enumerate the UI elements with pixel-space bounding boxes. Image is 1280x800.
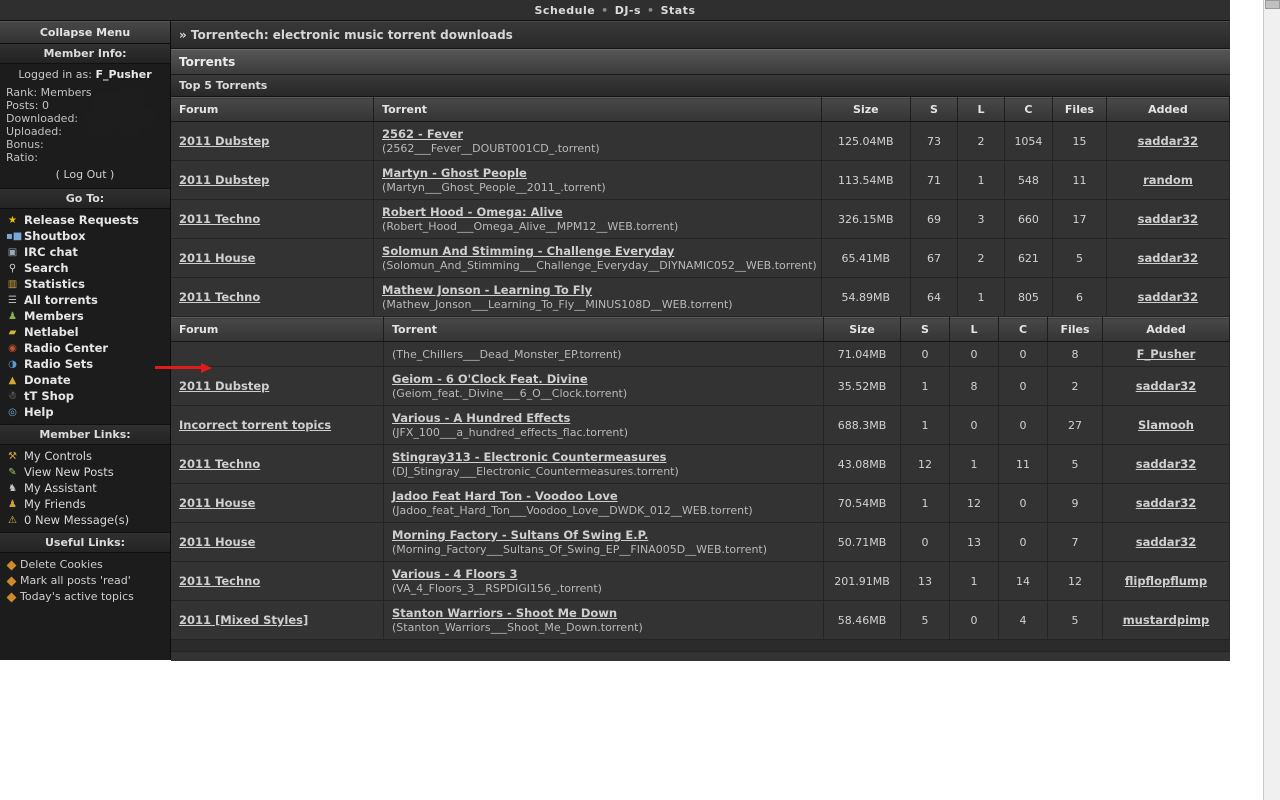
- forum-link[interactable]: 2011 [Mixed Styles]: [179, 613, 309, 627]
- forum-link[interactable]: 2011 Dubstep: [179, 134, 270, 148]
- sidebar: [0, 21, 171, 660]
- torrent-filename: (Mathew_Jonson___Learning_To_Fly__MINUS108D__WEB.torrent): [382, 298, 733, 311]
- col-files[interactable]: Files: [1048, 318, 1103, 342]
- torrent-filename: (Robert_Hood___Omega_Alive__MPM12__WEB.torrent): [382, 220, 679, 233]
- cell-size: 71.04MB: [824, 342, 901, 367]
- torrent-filename: (VA_4_Floors_3__RSPDIGI156_.torrent): [392, 582, 602, 595]
- col-torrent[interactable]: Torrent: [384, 318, 824, 342]
- cell-completed: 548: [1004, 161, 1052, 200]
- sidebar-item-label: Release Requests: [24, 213, 139, 227]
- cell-seeders: 64: [910, 278, 957, 317]
- page-body: [0, 21, 1230, 660]
- stat-downloaded: Downloaded:: [6, 112, 79, 125]
- col-forum[interactable]: Forum: [171, 98, 374, 122]
- lifering-icon: ◎: [8, 406, 17, 418]
- col-leechers[interactable]: L: [950, 318, 999, 342]
- uploader-link[interactable]: saddar32: [1137, 212, 1199, 226]
- cell-files: 12: [1048, 562, 1103, 601]
- cell-completed: 805: [1004, 278, 1052, 317]
- forum-link[interactable]: 2011 Techno: [179, 290, 261, 304]
- cell-leechers: 3: [958, 200, 1005, 239]
- cell-size: 65.41MB: [821, 239, 910, 278]
- cell-completed: 11: [999, 445, 1048, 484]
- col-size[interactable]: Size: [824, 318, 901, 342]
- col-forum[interactable]: Forum: [171, 318, 384, 342]
- top5-title: Top 5 Torrents: [171, 75, 1230, 97]
- table-row: [171, 562, 1230, 601]
- table-row: [171, 445, 1230, 484]
- headphones-icon: ◑: [8, 358, 17, 370]
- sidebar-item-label: 0 New Message(s): [24, 513, 130, 527]
- forum-link[interactable]: 2011 Techno: [179, 457, 261, 471]
- cell-size: 50.71MB: [824, 523, 901, 562]
- table-row: [171, 122, 1230, 161]
- breadcrumb: » Torrentech: electronic music torrent downloads: [171, 21, 1230, 49]
- radio-icon: ◉: [8, 342, 17, 354]
- latest-torrents-table: [171, 317, 1230, 640]
- cell-files: 15: [1053, 122, 1107, 161]
- stat-uploaded: Uploaded:: [6, 125, 62, 138]
- member-info-header: Member Info:: [0, 44, 170, 64]
- table-row: [171, 523, 1230, 562]
- torrent-filename: (Solomun_And_Stimming___Challenge_Everyday__DIYNAMIC052__WEB.torrent): [382, 259, 817, 272]
- stat-rank: Rank: Members: [6, 86, 92, 99]
- table-row: [171, 200, 1230, 239]
- col-completed[interactable]: C: [999, 318, 1048, 342]
- cell-seeders: 67: [910, 239, 957, 278]
- table-bottom-edge: [171, 651, 1230, 661]
- collapse-menu-button[interactable]: Collapse Menu: [0, 21, 170, 44]
- chart-icon: ▥: [7, 278, 18, 290]
- cell-completed: 0: [999, 523, 1048, 562]
- table-row: [171, 342, 1230, 367]
- torrent-filename: (2562___Fever__DOUBT001CD_.torrent): [382, 142, 600, 155]
- cell-leechers: 8: [950, 367, 999, 406]
- sidebar-item-tt-shop[interactable]: [6, 388, 170, 404]
- torrent-link[interactable]: Geiom - 6 O'Clock Feat. Divine: [392, 372, 588, 386]
- people-icon: ♟: [8, 310, 17, 322]
- magnifier-icon: ⚲: [8, 262, 17, 274]
- torrent-link[interactable]: 2562 - Fever: [382, 127, 463, 141]
- diamond-bullet-icon: [7, 592, 17, 602]
- sidebar-item-statistics[interactable]: [6, 276, 170, 292]
- torrent-link[interactable]: Jadoo Feat Hard Ton - Voodoo Love: [392, 489, 618, 503]
- useful-link-delete-cookies[interactable]: [8, 557, 170, 573]
- sidebar-item-label: Netlabel: [24, 325, 79, 339]
- torrent-link[interactable]: Stanton Warriors - Shoot Me Down: [392, 606, 618, 620]
- cell-leechers: 12: [950, 484, 999, 523]
- useful-link-label: Delete Cookies: [20, 558, 103, 571]
- logged-in-line: [6, 68, 164, 86]
- arrow-shaft: [155, 366, 203, 369]
- forum-link[interactable]: Incorrect torrent topics: [179, 418, 332, 432]
- sidebar-item-search[interactable]: [6, 260, 170, 276]
- sidebar-item-irc-chat[interactable]: [6, 244, 170, 260]
- col-seeders[interactable]: S: [910, 98, 957, 122]
- table-row: [171, 161, 1230, 200]
- uploader-link[interactable]: saddar32: [1137, 134, 1199, 148]
- sidebar-item-label: Radio Center: [24, 341, 109, 355]
- sidebar-item-label: Members: [24, 309, 84, 323]
- forum-link[interactable]: 2011 House: [179, 496, 256, 510]
- sidebar-item-radio-sets[interactable]: [6, 356, 170, 372]
- cell-completed: 14: [999, 562, 1048, 601]
- sidebar-item-label: Shoutbox: [24, 229, 86, 243]
- warning-icon: ⚠: [8, 514, 17, 526]
- cell-files: 11: [1053, 161, 1107, 200]
- table-row: [171, 367, 1230, 406]
- cell-files: 5: [1053, 239, 1107, 278]
- col-size[interactable]: Size: [821, 98, 910, 122]
- logged-in-label: Logged in as:: [18, 68, 92, 81]
- forum-link[interactable]: 2011 House: [179, 251, 256, 265]
- cell-size: 688.3MB: [824, 406, 901, 445]
- cell-completed: 660: [1004, 200, 1052, 239]
- tag-icon: ▰: [8, 326, 17, 338]
- diamond-bullet-icon: [7, 576, 17, 586]
- cell-completed: 0: [999, 406, 1048, 445]
- cell-completed: 621: [1004, 239, 1052, 278]
- cell-seeders: 1: [901, 406, 950, 445]
- cell-seeders: 0: [901, 342, 950, 367]
- cell-completed: 0: [999, 342, 1048, 367]
- cell-seeders: 71: [910, 161, 957, 200]
- cell-files: 27: [1048, 406, 1103, 445]
- coins-icon: ▲: [8, 374, 17, 386]
- sidebar-item-label: Radio Sets: [24, 357, 94, 371]
- arrow-head: [201, 363, 212, 373]
- table-row: [171, 239, 1230, 278]
- cell-leechers: 2: [958, 239, 1005, 278]
- sidebar-item-members[interactable]: [6, 308, 170, 324]
- cell-size: 113.54MB: [821, 161, 910, 200]
- sidebar-item-label: Donate: [24, 373, 71, 387]
- top-nav-bar: [0, 0, 1230, 21]
- cell-files: 5: [1048, 601, 1103, 640]
- sidebar-item-my-controls[interactable]: [6, 448, 170, 464]
- sidebar-item-label: IRC chat: [24, 245, 78, 259]
- table-row: [171, 406, 1230, 445]
- torrent-link[interactable]: Martyn - Ghost People: [382, 166, 527, 180]
- cell-leechers: 2: [958, 122, 1005, 161]
- cell-seeders: 73: [910, 122, 957, 161]
- cell-leechers: 1: [950, 445, 999, 484]
- member-info-panel: [0, 64, 170, 189]
- cell-files: 9: [1048, 484, 1103, 523]
- cell-files: 5: [1048, 445, 1103, 484]
- torrent-filename: (Jadoo_feat_Hard_Ton___Voodoo_Love__DWDK_012__WEB.torrent): [392, 504, 753, 517]
- uploader-link[interactable]: mustardpimp: [1122, 613, 1210, 627]
- cell-completed: 0: [999, 484, 1048, 523]
- cell-files: 17: [1053, 200, 1107, 239]
- sidebar-item-all-torrents[interactable]: [6, 292, 170, 308]
- main-content: [171, 21, 1230, 660]
- diamond-bullet-icon: [7, 560, 17, 570]
- table-header-row: [171, 98, 1230, 122]
- username-label: F_Pusher: [95, 68, 152, 81]
- member-links-header: Member Links:: [0, 425, 170, 445]
- cell-size: 201.91MB: [824, 562, 901, 601]
- cell-completed: 0: [999, 367, 1048, 406]
- sidebar-item-release-requests[interactable]: [6, 212, 170, 228]
- cell-seeders: 5: [901, 601, 950, 640]
- cell-size: 125.04MB: [821, 122, 910, 161]
- cell-leechers: 0: [950, 406, 999, 445]
- uploader-link[interactable]: Slamooh: [1138, 418, 1194, 432]
- uploader-link[interactable]: saddar32: [1135, 457, 1197, 471]
- uploader-link[interactable]: flipflopflump: [1124, 574, 1208, 588]
- col-seeders[interactable]: S: [901, 318, 950, 342]
- cell-leechers: 13: [950, 523, 999, 562]
- sidebar-item-shoutbox[interactable]: [6, 228, 170, 244]
- logout-link[interactable]: ( Log Out ): [55, 168, 115, 181]
- stat-ratio: Ratio:: [6, 151, 38, 164]
- sidebar-item-netlabel[interactable]: [6, 324, 170, 340]
- sidebar-item-label: All torrents: [24, 293, 98, 307]
- sidebar-item-label: My Assistant: [24, 481, 97, 495]
- goto-header: Go To:: [0, 189, 170, 209]
- cell-seeders: 69: [910, 200, 957, 239]
- col-completed[interactable]: C: [1004, 98, 1052, 122]
- sidebar-item-label: My Controls: [24, 449, 92, 463]
- torrent-link[interactable]: Stingray313 - Electronic Countermeasures: [392, 450, 667, 464]
- cell-leechers: 0: [950, 342, 999, 367]
- top5-torrents-table: [171, 97, 1230, 317]
- torrent-filename: (Martyn___Ghost_People__2011_.torrent): [382, 181, 606, 194]
- friends-icon: ♟: [8, 498, 17, 510]
- cell-completed: 1054: [1004, 122, 1052, 161]
- cell-size: 54.89MB: [821, 278, 910, 317]
- sidebar-item-label: My Friends: [24, 497, 86, 511]
- cell-leechers: 1: [950, 562, 999, 601]
- monitor-icon: ▣: [7, 246, 18, 258]
- cell-files: 2: [1048, 367, 1103, 406]
- uploader-link[interactable]: saddar32: [1135, 496, 1197, 510]
- cell-leechers: 1: [958, 161, 1005, 200]
- torrent-filename: (Stanton_Warriors___Shoot_Me_Down.torrent): [392, 621, 643, 634]
- sidebar-item-label: View New Posts: [24, 465, 114, 479]
- cell-seeders: 12: [901, 445, 950, 484]
- forum-link[interactable]: 2011 Dubstep: [179, 379, 270, 393]
- top-nav-schedule[interactable]: Schedule: [534, 3, 596, 17]
- sidebar-item-radio-center[interactable]: [6, 340, 170, 356]
- uploader-link[interactable]: F_Pusher: [1136, 347, 1196, 361]
- uploader-link[interactable]: saddar32: [1137, 290, 1199, 304]
- torrent-link[interactable]: Solomun And Stimming - Challenge Everyday: [382, 244, 675, 258]
- uploader-link[interactable]: saddar32: [1135, 535, 1197, 549]
- sidebar-item-my-friends[interactable]: [6, 496, 170, 512]
- cell-seeders: 0: [901, 523, 950, 562]
- torrent-filename: (DJ_Stingray___Electronic_Countermeasures.torrent): [392, 465, 679, 478]
- sidebar-item-label: Statistics: [24, 277, 85, 291]
- uploader-link[interactable]: saddar32: [1135, 379, 1197, 393]
- stat-bonus: Bonus:: [6, 138, 44, 151]
- top-nav-djs[interactable]: DJ-s: [614, 3, 642, 17]
- goto-list: [0, 209, 170, 425]
- page-icon: ✎: [8, 466, 17, 478]
- page-scrollbar[interactable]: [1263, 0, 1280, 800]
- useful-link-label: Today's active topics: [20, 590, 134, 603]
- forum-link[interactable]: 2011 Techno: [179, 212, 261, 226]
- sidebar-item-view-new-posts[interactable]: [6, 464, 170, 480]
- torrent-filename: (Geiom_feat._Divine___6_O__Clock.torrent): [392, 387, 628, 400]
- sidebar-item-label: Search: [24, 261, 69, 275]
- cell-files: 8: [1048, 342, 1103, 367]
- col-leechers[interactable]: L: [958, 98, 1005, 122]
- torrent-link[interactable]: Morning Factory - Sultans Of Swing E.P.: [392, 528, 649, 542]
- torrent-filename: (Morning_Factory___Sultans_Of_Swing_EP__FINA005D__WEB.torrent): [392, 543, 768, 556]
- torrent-link[interactable]: Robert Hood - Omega: Alive: [382, 205, 563, 219]
- sidebar-item-help[interactable]: [6, 404, 170, 420]
- forum-link[interactable]: 2011 Techno: [179, 574, 261, 588]
- col-added[interactable]: Added: [1103, 318, 1230, 342]
- col-files[interactable]: Files: [1053, 98, 1107, 122]
- cell-completed: 4: [999, 601, 1048, 640]
- cell-size: 58.46MB: [824, 601, 901, 640]
- useful-link-label: Mark all posts 'read': [20, 574, 131, 587]
- stat-posts: Posts: 0: [6, 99, 49, 112]
- cell-leechers: 0: [950, 601, 999, 640]
- torrent-filename: (JFX_100___a_hundred_effects_flac.torrent): [392, 426, 628, 439]
- uploader-link[interactable]: random: [1143, 173, 1193, 187]
- table-row: [171, 278, 1230, 317]
- table-row: [171, 484, 1230, 523]
- sidebar-item-my-assistant[interactable]: [6, 480, 170, 496]
- top-nav-stats[interactable]: Stats: [660, 3, 696, 17]
- col-torrent[interactable]: Torrent: [374, 98, 822, 122]
- page-title: Torrents: [171, 49, 1230, 75]
- cell-seeders: 1: [901, 484, 950, 523]
- table-row: [171, 601, 1230, 640]
- forum-link[interactable]: 2011 House: [179, 535, 256, 549]
- star-icon: ★: [8, 214, 17, 226]
- sidebar-item-new-messages[interactable]: [6, 512, 170, 528]
- cell-size: 70.54MB: [824, 484, 901, 523]
- col-added[interactable]: Added: [1106, 98, 1229, 122]
- useful-links-list: [0, 553, 170, 609]
- useful-links-header: Useful Links:: [0, 533, 170, 553]
- cell-leechers: 1: [958, 278, 1005, 317]
- scrollbar-thumb[interactable]: [1265, 0, 1280, 9]
- torrent-filename: (The_Chillers___Dead_Monster_EP.torrent): [392, 348, 622, 361]
- forum-link[interactable]: 2011 Dubstep: [179, 173, 270, 187]
- cell-files: 6: [1053, 278, 1107, 317]
- cell-seeders: 1: [901, 367, 950, 406]
- cell-seeders: 13: [901, 562, 950, 601]
- member-links-list: [0, 445, 170, 533]
- cart-icon: ☃: [8, 390, 17, 402]
- table-header-row: [171, 318, 1230, 342]
- cell-size: 35.52MB: [824, 367, 901, 406]
- cell-files: 7: [1048, 523, 1103, 562]
- sidebar-item-donate[interactable]: [6, 372, 170, 388]
- top-nav-sep-1: •: [601, 3, 609, 17]
- useful-link-active-topics[interactable]: [8, 589, 170, 605]
- sidebar-item-label: tT Shop: [24, 389, 74, 403]
- wrench-icon: ⚒: [8, 450, 17, 462]
- torrent-link[interactable]: Various - A Hundred Effects: [392, 411, 571, 425]
- speech-icon: ▪■: [6, 230, 23, 242]
- top-nav-sep-2: •: [647, 3, 655, 17]
- sidebar-item-label: Help: [24, 405, 54, 419]
- user-avatar-blob: [84, 86, 162, 144]
- annotation-arrow: [155, 363, 213, 373]
- useful-link-mark-all-read[interactable]: [8, 573, 170, 589]
- torrent-link[interactable]: Mathew Jonson - Learning To Fly: [382, 283, 593, 297]
- list-icon: ☰: [8, 294, 17, 306]
- torrent-link[interactable]: Various - 4 Floors 3: [392, 567, 518, 581]
- cell-size: 43.08MB: [824, 445, 901, 484]
- robot-icon: ♞: [8, 482, 17, 494]
- cell-size: 326.15MB: [821, 200, 910, 239]
- uploader-link[interactable]: saddar32: [1137, 251, 1199, 265]
